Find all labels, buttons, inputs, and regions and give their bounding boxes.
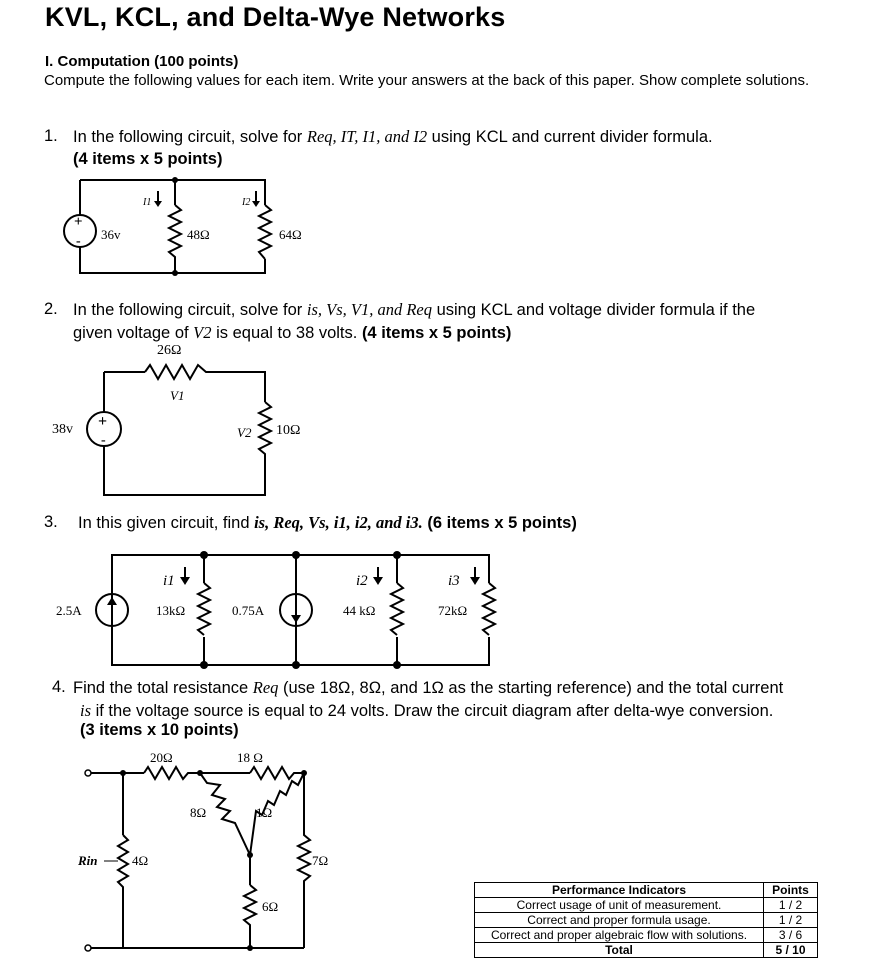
q2-v2-var: V2 (193, 323, 212, 342)
q1-i2-label: I2 (242, 197, 251, 208)
q3-i3-label: i3 (448, 573, 460, 589)
q1-vars: Req, IT, I1, and I2 (306, 127, 428, 146)
q1-r1-label: 48Ω (187, 227, 210, 242)
q2-v1-label: V1 (170, 388, 185, 403)
q4-number: 4. (52, 678, 66, 696)
q4-text-a: Find the total resistance (73, 679, 253, 697)
q1-number: 1. (44, 127, 58, 145)
q1-source-label: 36v (101, 227, 121, 242)
q3-text-a: In this given circuit, find (78, 514, 255, 532)
row-points: 3 / 6 (764, 928, 818, 943)
q4-text-line1 (73, 676, 783, 700)
q4-r4-label: 4Ω (132, 853, 149, 868)
q4-rin-label: Rin (78, 853, 98, 868)
q3-circuit (50, 545, 510, 675)
header-indicator: Performance Indicators (475, 883, 764, 898)
q4-r7-label: 7Ω (312, 853, 329, 868)
q2-points: (4 items x 5 points) (361, 324, 512, 342)
q1-points: (4 items x 5 points) (73, 150, 223, 168)
q2-text-d: is equal to 38 volts. (211, 324, 362, 342)
row-label: Correct usage of unit of measurement. (475, 898, 764, 913)
table-row (475, 913, 818, 928)
section-heading: I. Computation (100 points) (45, 53, 239, 70)
q3-r3-label: 72kΩ (438, 603, 468, 618)
row-label: Correct and proper formula usage. (475, 913, 764, 928)
q3-i2-label: i2 (356, 573, 368, 589)
q1-text-b: using KCL and current divider formula. (427, 128, 713, 146)
q1-circuit (55, 175, 315, 285)
instructions: Compute the following values for each item. Write your answers at the back of this paper. Show complete solutions. (44, 72, 810, 89)
q3-points: (6 items x 5 points) (427, 514, 577, 532)
table-row (475, 943, 818, 958)
q4-r6-label: 6Ω (262, 899, 279, 914)
svg-text:+: + (98, 413, 108, 430)
q2-vars: is, Vs, V1, and Req (306, 300, 432, 319)
page-title: KVL, KCL, and Delta-Wye Networks (45, 2, 506, 32)
q1-r2-label: 64Ω (279, 227, 302, 242)
svg-text:+: + (74, 214, 83, 230)
q3-r1-label: 13kΩ (156, 603, 186, 618)
q1-i1-label: I1 (143, 197, 152, 208)
q4-is-var: is (80, 701, 92, 720)
q4-points: (3 items x 10 points) (80, 721, 239, 739)
q4-text-c: if the voltage source is equal to 24 volts. Draw the circuit diagram after delta-wye conversion. (91, 702, 774, 720)
q3-src2-label: 0.75A (232, 603, 265, 618)
q4-r20-label: 20Ω (150, 750, 173, 765)
q4-r8-label: 8Ω (190, 805, 207, 820)
row-label: Correct and proper algebraic flow with solutions. (475, 928, 764, 943)
q2-r1-label: 26Ω (157, 343, 182, 358)
table-row (475, 898, 818, 913)
q4-text-b: (use 18Ω, 8Ω, and 1Ω as the starting reference) and the total current (278, 679, 784, 697)
q2-v2-label: V2 (237, 425, 252, 440)
svg-text:-: - (76, 234, 81, 249)
q2-source-label: 38v (52, 422, 73, 437)
q1-text (73, 125, 713, 149)
table-header-row (475, 883, 818, 898)
table-row (475, 928, 818, 943)
performance-table (474, 882, 818, 958)
q3-vars: is, Req, Vs, i1, i2, and i3. (254, 513, 423, 532)
q3-number: 3. (44, 513, 58, 531)
q4-r1-label: 1Ω (256, 805, 273, 820)
svg-text:-: - (101, 433, 106, 448)
q4-r18-label: 18 Ω (237, 750, 263, 765)
row-points: 1 / 2 (764, 898, 818, 913)
row-points: 1 / 2 (764, 913, 818, 928)
q3-r2-label: 44 kΩ (343, 603, 376, 618)
q2-text-c: given voltage of (73, 324, 194, 342)
q2-text-line1 (73, 298, 755, 322)
q2-r2-label: 10Ω (276, 423, 300, 438)
row-points: 5 / 10 (764, 943, 818, 958)
q1-text-a: In the following circuit, solve for (73, 128, 307, 146)
q2-number: 2. (44, 300, 58, 318)
header-points: Points (764, 883, 818, 898)
q3-src1-label: 2.5A (56, 603, 82, 618)
q2-text-a: In the following circuit, solve for (73, 301, 307, 319)
q3-text (78, 511, 577, 535)
row-label: Total (475, 943, 764, 958)
q2-text-b: using KCL and voltage divider formula if the (431, 301, 756, 319)
q3-i1-label: i1 (163, 573, 175, 589)
q4-circuit (60, 745, 360, 958)
q2-circuit (40, 340, 300, 505)
q4-req-var: Req (252, 678, 279, 697)
